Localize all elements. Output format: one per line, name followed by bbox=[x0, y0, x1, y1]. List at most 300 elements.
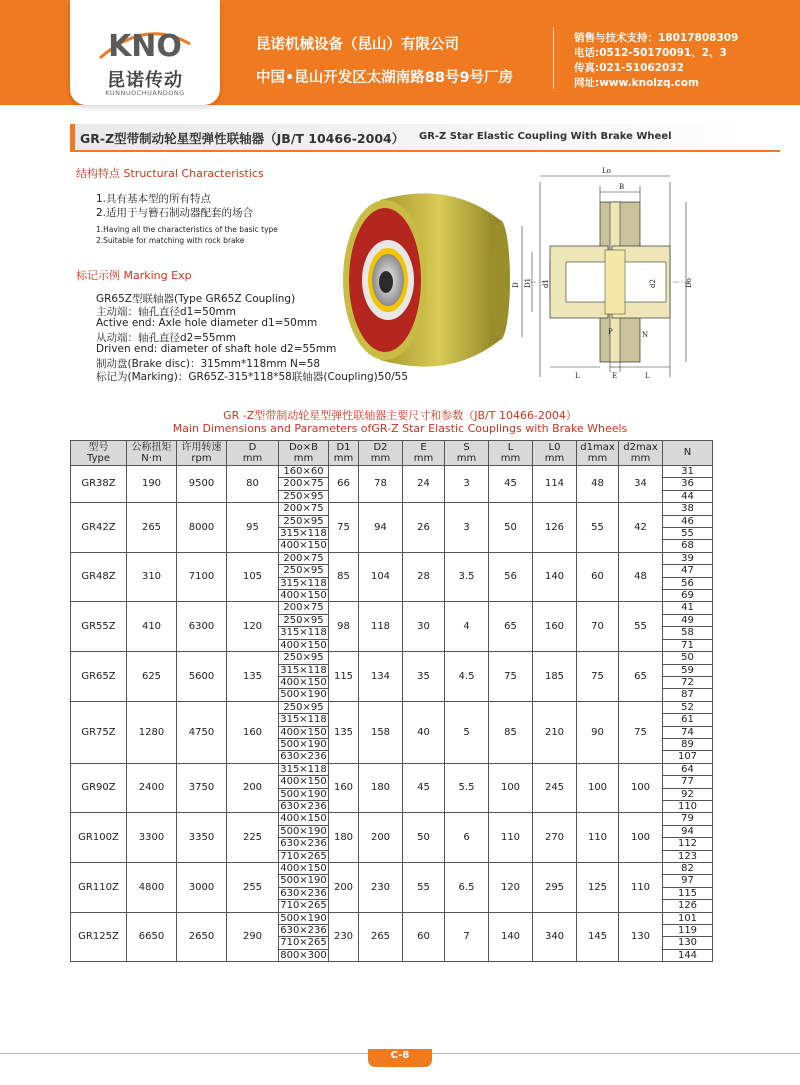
column-header bbox=[279, 441, 329, 466]
cell-n: 49 bbox=[663, 614, 713, 626]
cell-n: 144 bbox=[663, 949, 713, 961]
cell-s: 6.5 bbox=[445, 863, 489, 913]
cell-d1: 75 bbox=[577, 652, 619, 702]
cell-d2: 55 bbox=[619, 602, 663, 652]
cell-d2: 180 bbox=[359, 763, 403, 813]
cell-d1: 85 bbox=[329, 552, 359, 602]
column-header-label: S bbox=[463, 441, 470, 453]
company-logo bbox=[70, 0, 220, 105]
cell-n: 119 bbox=[663, 925, 713, 937]
contact-fax: 传真:021-51062032 bbox=[574, 62, 684, 74]
column-header-unit: mm bbox=[242, 453, 263, 464]
cell-d1: 135 bbox=[329, 701, 359, 763]
cell-torque: 410 bbox=[127, 602, 177, 652]
cell-n: 115 bbox=[663, 887, 713, 899]
svg-text:E: E bbox=[612, 372, 618, 380]
cell-n: 126 bbox=[663, 900, 713, 912]
table-row bbox=[71, 813, 713, 825]
cell-n: 52 bbox=[663, 701, 713, 713]
table-row bbox=[71, 466, 713, 478]
column-header-label: D bbox=[248, 441, 257, 453]
cell-d2: 230 bbox=[359, 863, 403, 913]
cell-s: 4.5 bbox=[445, 652, 489, 702]
cell-d2: 42 bbox=[619, 503, 663, 553]
cell-d1: 115 bbox=[329, 652, 359, 702]
cell-d: 105 bbox=[227, 552, 279, 602]
cell-torque: 265 bbox=[127, 503, 177, 553]
logo-chinese-name: 昆诺传动 bbox=[107, 70, 183, 91]
svg-text:d2: d2 bbox=[649, 279, 657, 288]
cell-torque: 1280 bbox=[127, 701, 177, 763]
cell-n: 59 bbox=[663, 664, 713, 676]
marking-line-1: GR65Z型联轴器(Type GR65Z Coupling) bbox=[96, 293, 296, 305]
cell-n: 39 bbox=[663, 552, 713, 564]
contact-website: 网址:www.knolzq.com bbox=[574, 77, 699, 89]
column-header-unit: mm bbox=[500, 453, 521, 464]
cell-d: 200 bbox=[227, 763, 279, 813]
cell-dob: 315×118 bbox=[280, 577, 327, 589]
cell-dob: 315×118 bbox=[280, 714, 327, 726]
cell-dob: 500×190 bbox=[280, 788, 327, 800]
column-header-label: Do×B bbox=[288, 441, 319, 453]
cell-l0: 210 bbox=[533, 701, 577, 763]
cell-type: GR125Z bbox=[71, 912, 127, 962]
cell-s: 3 bbox=[445, 466, 489, 503]
cell-d2: 75 bbox=[619, 701, 663, 763]
feature-cn-2: 2.适用于与簪石制动器配套的场合 bbox=[96, 207, 254, 219]
cell-s: 5 bbox=[445, 701, 489, 763]
cell-d2: 100 bbox=[619, 813, 663, 863]
spec-table bbox=[70, 440, 713, 962]
cell-d2: 118 bbox=[359, 602, 403, 652]
contact-phone: 电话:0512-50170091、2、3 bbox=[574, 47, 727, 59]
cell-l0: 340 bbox=[533, 912, 577, 962]
cell-n: 44 bbox=[663, 490, 713, 502]
header-divider bbox=[553, 27, 554, 89]
cell-n: 123 bbox=[663, 850, 713, 862]
cell-torque: 4800 bbox=[127, 863, 177, 913]
cell-dob: 250×95 bbox=[279, 614, 329, 626]
cell-d1: 55 bbox=[577, 503, 619, 553]
cell-l: 65 bbox=[489, 602, 533, 652]
cell-speed: 5600 bbox=[177, 652, 227, 702]
coupling-photo bbox=[340, 180, 510, 380]
marking-line-2: 主动端：轴孔直径d1=50mm bbox=[96, 306, 236, 318]
cell-dob: 315×118 bbox=[280, 763, 327, 775]
cell-dob: 800×300 bbox=[280, 949, 327, 961]
cell-type: GR55Z bbox=[71, 602, 127, 652]
column-header-label: D2 bbox=[373, 441, 388, 453]
column-header bbox=[71, 441, 127, 466]
cell-l: 56 bbox=[489, 552, 533, 602]
cell-s: 4 bbox=[445, 602, 489, 652]
cell-dob: 160×60 bbox=[279, 466, 329, 478]
cell-d1: 98 bbox=[329, 602, 359, 652]
table-row bbox=[71, 503, 713, 515]
cell-d1: 180 bbox=[329, 813, 359, 863]
cell-torque: 310 bbox=[127, 552, 177, 602]
cell-dob: 630×236 bbox=[280, 800, 327, 812]
cell-dob: 315×118 bbox=[280, 664, 327, 676]
cell-speed: 4750 bbox=[177, 701, 227, 763]
title-accent bbox=[70, 124, 75, 150]
cell-torque: 190 bbox=[127, 466, 177, 503]
cell-l: 45 bbox=[489, 466, 533, 503]
cell-n: 61 bbox=[663, 714, 713, 726]
cell-n: 50 bbox=[663, 652, 713, 664]
cell-dob: 400×150 bbox=[280, 540, 327, 552]
cell-dob: 250×95 bbox=[279, 701, 329, 713]
cell-dob: 400×150 bbox=[280, 776, 327, 788]
table-row bbox=[71, 863, 713, 875]
cell-type: GR48Z bbox=[71, 552, 127, 602]
column-header-label: 型号 bbox=[88, 441, 109, 453]
column-header-unit: Type bbox=[87, 453, 110, 464]
marking-line-4: 从动端：轴孔直径d2=55mm bbox=[96, 332, 236, 344]
marking-line-7: 标记为(Marking)：GR65Z-315*118*58联轴器(Coupling)50/55 bbox=[96, 371, 409, 383]
column-header bbox=[489, 441, 533, 466]
cell-dob: 400×150 bbox=[280, 726, 327, 738]
cell-n: 38 bbox=[663, 503, 713, 515]
cell-d: 255 bbox=[227, 863, 279, 913]
product-title-cn: GR-Z型带制动轮星型弹性联轴器（JB/T 10466-2004） bbox=[80, 131, 405, 146]
cell-d2: 65 bbox=[619, 652, 663, 702]
cell-dob: 200×75 bbox=[279, 602, 329, 614]
cell-d: 120 bbox=[227, 602, 279, 652]
feature-en-1: 1.Having all the characteristics of the basic type bbox=[96, 225, 278, 234]
cell-l: 85 bbox=[489, 701, 533, 763]
cell-d2: 100 bbox=[619, 763, 663, 813]
contact-sales: 销售与技术支持：18017808309 bbox=[574, 32, 739, 44]
cell-d1: 145 bbox=[577, 912, 619, 962]
cell-n: 64 bbox=[663, 763, 713, 775]
cell-d2: 34 bbox=[619, 466, 663, 503]
column-header-label: L bbox=[507, 441, 514, 453]
product-title-en: GR-Z Star Elastic Coupling With Brake Wheel bbox=[419, 131, 672, 142]
cell-n: 74 bbox=[663, 726, 713, 738]
column-header-unit: mm bbox=[370, 453, 391, 464]
cell-dob: 400×150 bbox=[280, 676, 327, 688]
cell-e: 24 bbox=[403, 466, 445, 503]
cell-dob: 400×150 bbox=[280, 639, 327, 651]
cell-l: 75 bbox=[489, 652, 533, 702]
table-title-en: Main Dimensions and Parameters ofGR-Z Star Elastic Couplings with Brake Wheels bbox=[172, 422, 628, 435]
feature-en-2: 2.Suitable for matching with rock brake bbox=[96, 236, 245, 245]
cell-d2: 130 bbox=[619, 912, 663, 962]
cell-d1: 48 bbox=[577, 466, 619, 503]
cell-d: 225 bbox=[227, 813, 279, 863]
coupling-technical-drawing bbox=[510, 162, 700, 392]
svg-text:N: N bbox=[642, 331, 649, 339]
cell-torque: 6650 bbox=[127, 912, 177, 962]
page-number: C-8 bbox=[390, 1050, 410, 1061]
svg-text:D1: D1 bbox=[524, 277, 532, 288]
cell-n: 68 bbox=[663, 540, 713, 552]
cell-d1: 110 bbox=[577, 813, 619, 863]
cell-l0: 126 bbox=[533, 503, 577, 553]
cell-speed: 3000 bbox=[177, 863, 227, 913]
cell-n: 47 bbox=[663, 565, 713, 577]
svg-text:Lo: Lo bbox=[602, 167, 611, 175]
cell-s: 3 bbox=[445, 503, 489, 553]
column-header-unit: mm bbox=[630, 453, 651, 464]
table-row bbox=[71, 912, 713, 924]
cell-dob: 500×190 bbox=[280, 738, 327, 750]
cell-d2: 265 bbox=[359, 912, 403, 962]
cell-n: 55 bbox=[663, 528, 713, 540]
svg-text:L: L bbox=[645, 372, 650, 380]
cell-d: 80 bbox=[227, 466, 279, 503]
column-header-label: d1max bbox=[580, 441, 615, 453]
cell-l0: 295 bbox=[533, 863, 577, 913]
cell-d: 135 bbox=[227, 652, 279, 702]
column-header-label: L0 bbox=[548, 441, 561, 453]
cell-dob: 315×118 bbox=[280, 627, 327, 639]
cell-n: 82 bbox=[663, 863, 713, 875]
column-header-unit: N·m bbox=[141, 453, 162, 464]
svg-text:P: P bbox=[608, 328, 613, 336]
column-header-unit: mm bbox=[587, 453, 608, 464]
cell-n: 31 bbox=[663, 466, 713, 478]
cell-n: 56 bbox=[663, 577, 713, 589]
features-heading: 结构特点 Structural Characteristics bbox=[76, 167, 264, 180]
cell-n: 41 bbox=[663, 602, 713, 614]
column-header bbox=[619, 441, 663, 466]
column-header-label: d2max bbox=[623, 441, 658, 453]
cell-n: 112 bbox=[663, 838, 713, 850]
column-header bbox=[177, 441, 227, 466]
cell-d: 160 bbox=[227, 701, 279, 763]
cell-e: 28 bbox=[403, 552, 445, 602]
cell-s: 5.5 bbox=[445, 763, 489, 813]
cell-n: 130 bbox=[663, 937, 713, 949]
column-header-label: D1 bbox=[336, 441, 351, 453]
svg-text:B: B bbox=[619, 183, 625, 191]
company-address: 中国•昆山开发区太湖南路88号9号厂房 bbox=[256, 70, 514, 86]
cell-d2: 200 bbox=[359, 813, 403, 863]
table-header-row bbox=[71, 441, 713, 466]
cell-dob: 200×75 bbox=[279, 503, 329, 515]
cell-e: 26 bbox=[403, 503, 445, 553]
cell-d2: 78 bbox=[359, 466, 403, 503]
cell-l: 50 bbox=[489, 503, 533, 553]
cell-torque: 625 bbox=[127, 652, 177, 702]
cell-e: 35 bbox=[403, 652, 445, 702]
cell-e: 60 bbox=[403, 912, 445, 962]
logo-english-name: KUNNUOCHUANDONG bbox=[105, 89, 185, 97]
cell-d2: 48 bbox=[619, 552, 663, 602]
cell-type: GR90Z bbox=[71, 763, 127, 813]
cell-l: 110 bbox=[489, 813, 533, 863]
marking-line-3: Active end: Axle hole diameter d1=50mm bbox=[96, 317, 318, 329]
cell-torque: 2400 bbox=[127, 763, 177, 813]
cell-speed: 6300 bbox=[177, 602, 227, 652]
cell-speed: 8000 bbox=[177, 503, 227, 553]
column-header bbox=[227, 441, 279, 466]
cell-e: 40 bbox=[403, 701, 445, 763]
svg-text:L: L bbox=[575, 372, 580, 380]
column-header-label: E bbox=[420, 441, 427, 453]
column-header-unit: rpm bbox=[191, 453, 212, 464]
cell-n: 72 bbox=[663, 676, 713, 688]
cell-dob: 500×190 bbox=[280, 825, 327, 837]
cell-e: 30 bbox=[403, 602, 445, 652]
cell-e: 50 bbox=[403, 813, 445, 863]
cell-s: 6 bbox=[445, 813, 489, 863]
svg-text:KNO: KNO bbox=[108, 29, 182, 64]
cell-n: 94 bbox=[663, 825, 713, 837]
column-header-unit: mm bbox=[544, 453, 565, 464]
cell-d1: 60 bbox=[577, 552, 619, 602]
cell-dob: 200×75 bbox=[279, 478, 329, 490]
cell-d2: 134 bbox=[359, 652, 403, 702]
table-row bbox=[71, 652, 713, 664]
cell-l0: 160 bbox=[533, 602, 577, 652]
cell-type: GR75Z bbox=[71, 701, 127, 763]
kno-logo-icon bbox=[92, 14, 198, 66]
column-header bbox=[403, 441, 445, 466]
cell-dob: 630×236 bbox=[280, 887, 327, 899]
cell-n: 79 bbox=[663, 813, 713, 825]
cell-n: 101 bbox=[663, 912, 713, 924]
column-header-unit: mm bbox=[293, 453, 314, 464]
table-row bbox=[71, 763, 713, 775]
cell-dob: 250×95 bbox=[279, 515, 329, 527]
cell-dob: 710×265 bbox=[280, 850, 327, 862]
cell-dob: 630×236 bbox=[280, 838, 327, 850]
cell-d1: 70 bbox=[577, 602, 619, 652]
cell-dob: 250×95 bbox=[279, 652, 329, 664]
column-header-unit: mm bbox=[456, 453, 477, 464]
cell-d1: 125 bbox=[577, 863, 619, 913]
cell-type: GR100Z bbox=[71, 813, 127, 863]
cell-d: 95 bbox=[227, 503, 279, 553]
cell-d1: 100 bbox=[577, 763, 619, 813]
column-header bbox=[577, 441, 619, 466]
cell-type: GR110Z bbox=[71, 863, 127, 913]
cell-s: 3.5 bbox=[445, 552, 489, 602]
cell-d1: 90 bbox=[577, 701, 619, 763]
table-row bbox=[71, 701, 713, 713]
cell-l0: 270 bbox=[533, 813, 577, 863]
cell-dob: 710×265 bbox=[280, 900, 327, 912]
cell-dob: 400×150 bbox=[280, 863, 327, 874]
cell-n: 69 bbox=[663, 590, 713, 602]
cell-dob: 400×150 bbox=[280, 590, 327, 602]
table-row bbox=[71, 552, 713, 564]
cell-speed: 2650 bbox=[177, 912, 227, 962]
cell-dob: 200×75 bbox=[279, 552, 329, 564]
cell-d2: 110 bbox=[619, 863, 663, 913]
column-header bbox=[445, 441, 489, 466]
cell-l0: 140 bbox=[533, 552, 577, 602]
cell-l0: 245 bbox=[533, 763, 577, 813]
cell-torque: 3300 bbox=[127, 813, 177, 863]
cell-speed: 3350 bbox=[177, 813, 227, 863]
cell-n: 36 bbox=[663, 478, 713, 490]
cell-d: 290 bbox=[227, 912, 279, 962]
cell-n: 46 bbox=[663, 515, 713, 527]
cell-dob: 400×150 bbox=[280, 813, 327, 825]
column-header-label: 公称扭矩 bbox=[131, 441, 172, 453]
table-row bbox=[71, 602, 713, 614]
cell-dob: 250×95 bbox=[279, 565, 329, 577]
table-body bbox=[71, 466, 713, 962]
table-title-cn: GR -Z型带制动轮星型弹性联轴器主要尺寸和参数（JB/T 10466-2004） bbox=[223, 409, 577, 422]
cell-d1: 160 bbox=[329, 763, 359, 813]
cell-d2: 94 bbox=[359, 503, 403, 553]
cell-speed: 9500 bbox=[177, 466, 227, 503]
cell-l0: 114 bbox=[533, 466, 577, 503]
column-header-label: N bbox=[683, 447, 692, 459]
cell-n: 58 bbox=[663, 627, 713, 639]
cell-n: 77 bbox=[663, 776, 713, 788]
marking-line-5: Driven end: diameter of shaft hole d2=55mm bbox=[96, 343, 337, 355]
cell-type: GR42Z bbox=[71, 503, 127, 553]
cell-type: GR38Z bbox=[71, 466, 127, 503]
cell-dob: 710×265 bbox=[280, 937, 327, 949]
cell-n: 107 bbox=[663, 751, 713, 763]
column-header bbox=[533, 441, 577, 466]
cell-e: 55 bbox=[403, 863, 445, 913]
cell-l: 100 bbox=[489, 763, 533, 813]
cell-l: 140 bbox=[489, 912, 533, 962]
svg-text:D: D bbox=[512, 282, 520, 288]
cell-d2: 104 bbox=[359, 552, 403, 602]
column-header bbox=[329, 441, 359, 466]
svg-text:Do: Do bbox=[685, 278, 693, 288]
column-header bbox=[359, 441, 403, 466]
column-header-unit: mm bbox=[333, 453, 354, 464]
cell-n: 97 bbox=[663, 875, 713, 887]
cell-dob: 315×118 bbox=[280, 528, 327, 540]
marking-line-6: 制动盘(Brake disc)：315mm*118mm N=58 bbox=[96, 358, 321, 370]
cell-d1: 230 bbox=[329, 912, 359, 962]
cell-dob: 250×95 bbox=[279, 490, 329, 502]
cell-n: 92 bbox=[663, 788, 713, 800]
cell-type: GR65Z bbox=[71, 652, 127, 702]
cell-n: 110 bbox=[663, 800, 713, 812]
svg-text:d1: d1 bbox=[542, 279, 550, 288]
cell-dob: 630×236 bbox=[280, 751, 327, 763]
cell-l0: 185 bbox=[533, 652, 577, 702]
title-underline bbox=[70, 150, 780, 152]
column-header bbox=[663, 441, 713, 466]
cell-s: 7 bbox=[445, 912, 489, 962]
cell-d1: 200 bbox=[329, 863, 359, 913]
column-header bbox=[127, 441, 177, 466]
cell-d1: 75 bbox=[329, 503, 359, 553]
cell-dob: 630×236 bbox=[280, 925, 327, 937]
cell-speed: 7100 bbox=[177, 552, 227, 602]
marking-heading: 标记示例 Marking Exp bbox=[76, 269, 192, 282]
column-header-label: 许用转速 bbox=[181, 441, 222, 453]
company-name: 昆诺机械设备（昆山）有限公司 bbox=[256, 37, 459, 53]
cell-n: 71 bbox=[663, 639, 713, 651]
cell-d2: 158 bbox=[359, 701, 403, 763]
column-header-unit: mm bbox=[413, 453, 434, 464]
feature-cn-1: 1.具有基本型的所有特点 bbox=[96, 193, 212, 205]
cell-n: 87 bbox=[663, 689, 713, 701]
cell-e: 45 bbox=[403, 763, 445, 813]
table-header bbox=[71, 441, 713, 466]
cell-speed: 3750 bbox=[177, 763, 227, 813]
cell-dob: 500×190 bbox=[280, 912, 327, 924]
cell-n: 89 bbox=[663, 738, 713, 750]
cell-dob: 500×190 bbox=[280, 875, 327, 887]
cell-d1: 66 bbox=[329, 466, 359, 503]
cell-l: 120 bbox=[489, 863, 533, 913]
